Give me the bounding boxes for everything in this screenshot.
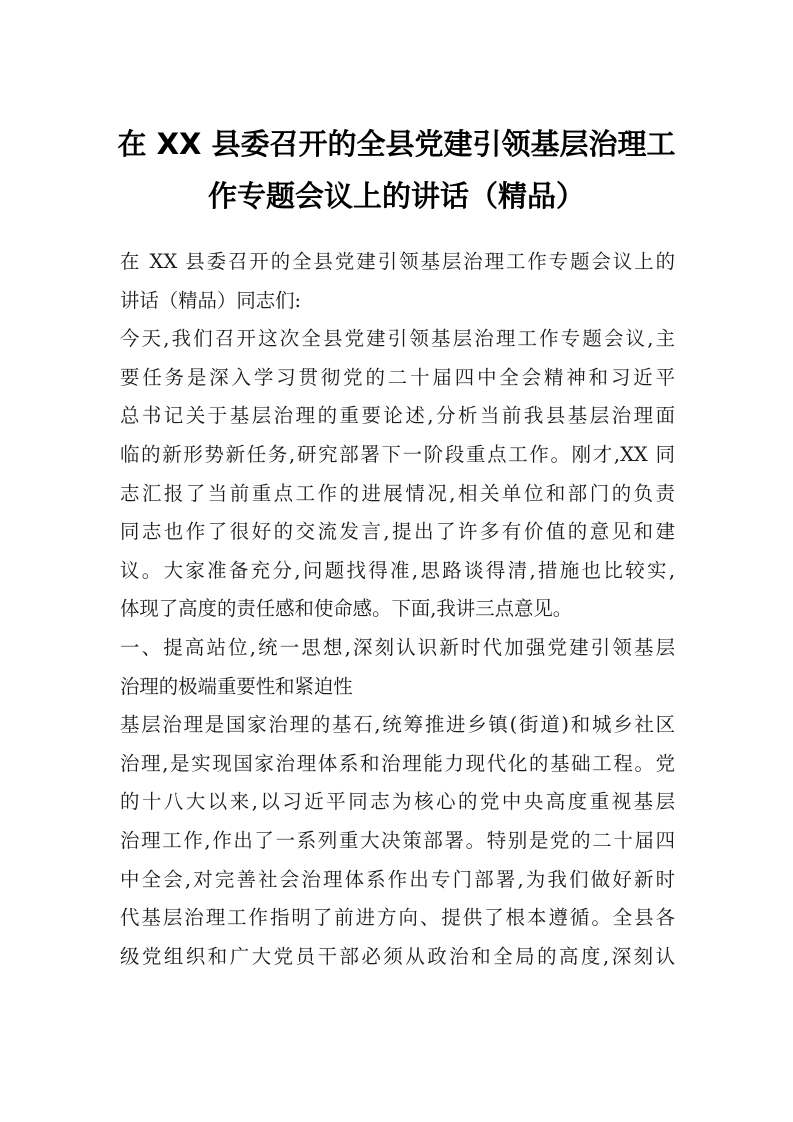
body-line: 中全会,对完善社会治理体系作出专门部署,为我们做好新时 — [120, 867, 675, 891]
body-line: 治理的极端重要性和紧迫性 — [120, 674, 353, 698]
body-line: 一、提高站位,统一思想,深刻认识新时代加强党建引领基层 — [120, 635, 675, 659]
body-line: 在 XX 县委召开的全县党建引领基层治理工作专题会议上的 — [120, 250, 675, 273]
body-line: 志汇报了当前重点工作的进展情况,相关单位和部门的负责 — [120, 481, 675, 505]
body-line: 总书记关于基层治理的重要论述,分析当前我县基层治理面 — [120, 404, 675, 428]
body-line: 讲话（精品）同志们: — [120, 288, 302, 312]
body-line: 今天,我们召开这次全县党建引领基层治理工作专题会议,主 — [120, 327, 675, 351]
body-line: 临的新形势新任务,研究部署下一阶段重点工作。刚才,XX 同 — [120, 442, 675, 466]
body-line: 治理工作,作出了一系列重大决策部署。特别是党的二十届四 — [120, 828, 675, 852]
body-line: 体现了高度的责任感和使命感。下面,我讲三点意见。 — [120, 597, 573, 621]
title-line: 作专题会议上的讲话（精品） — [207, 179, 585, 213]
body-line: 同志也作了很好的交流发言,提出了许多有价值的意见和建 — [120, 520, 675, 544]
body-line: 的十八大以来,以习近平同志为核心的党中央高度重视基层 — [120, 790, 675, 814]
body-line: 要任务是深入学习贯彻党的二十届四中全会精神和习近平 — [120, 365, 675, 389]
body-line: 级党组织和广大党员干部必须从政治和全局的高度,深刻认 — [120, 944, 675, 968]
body-line: 议。大家准备充分,问题找得准,思路谈得清,措施也比较实, — [120, 558, 675, 582]
document-body — [120, 243, 675, 976]
document-title — [110, 118, 683, 222]
body-line: 基层治理是国家治理的基石,统筹推进乡镇(街道)和城乡社区 — [120, 713, 675, 737]
body-line: 代基层治理工作指明了前进方向、提供了根本遵循。全县各 — [120, 906, 675, 930]
body-line: 治理,是实现国家治理体系和治理能力现代化的基础工程。党 — [120, 751, 675, 775]
title-line: 在 XX 县委召开的全县党建引领基层治理工 — [117, 127, 676, 161]
